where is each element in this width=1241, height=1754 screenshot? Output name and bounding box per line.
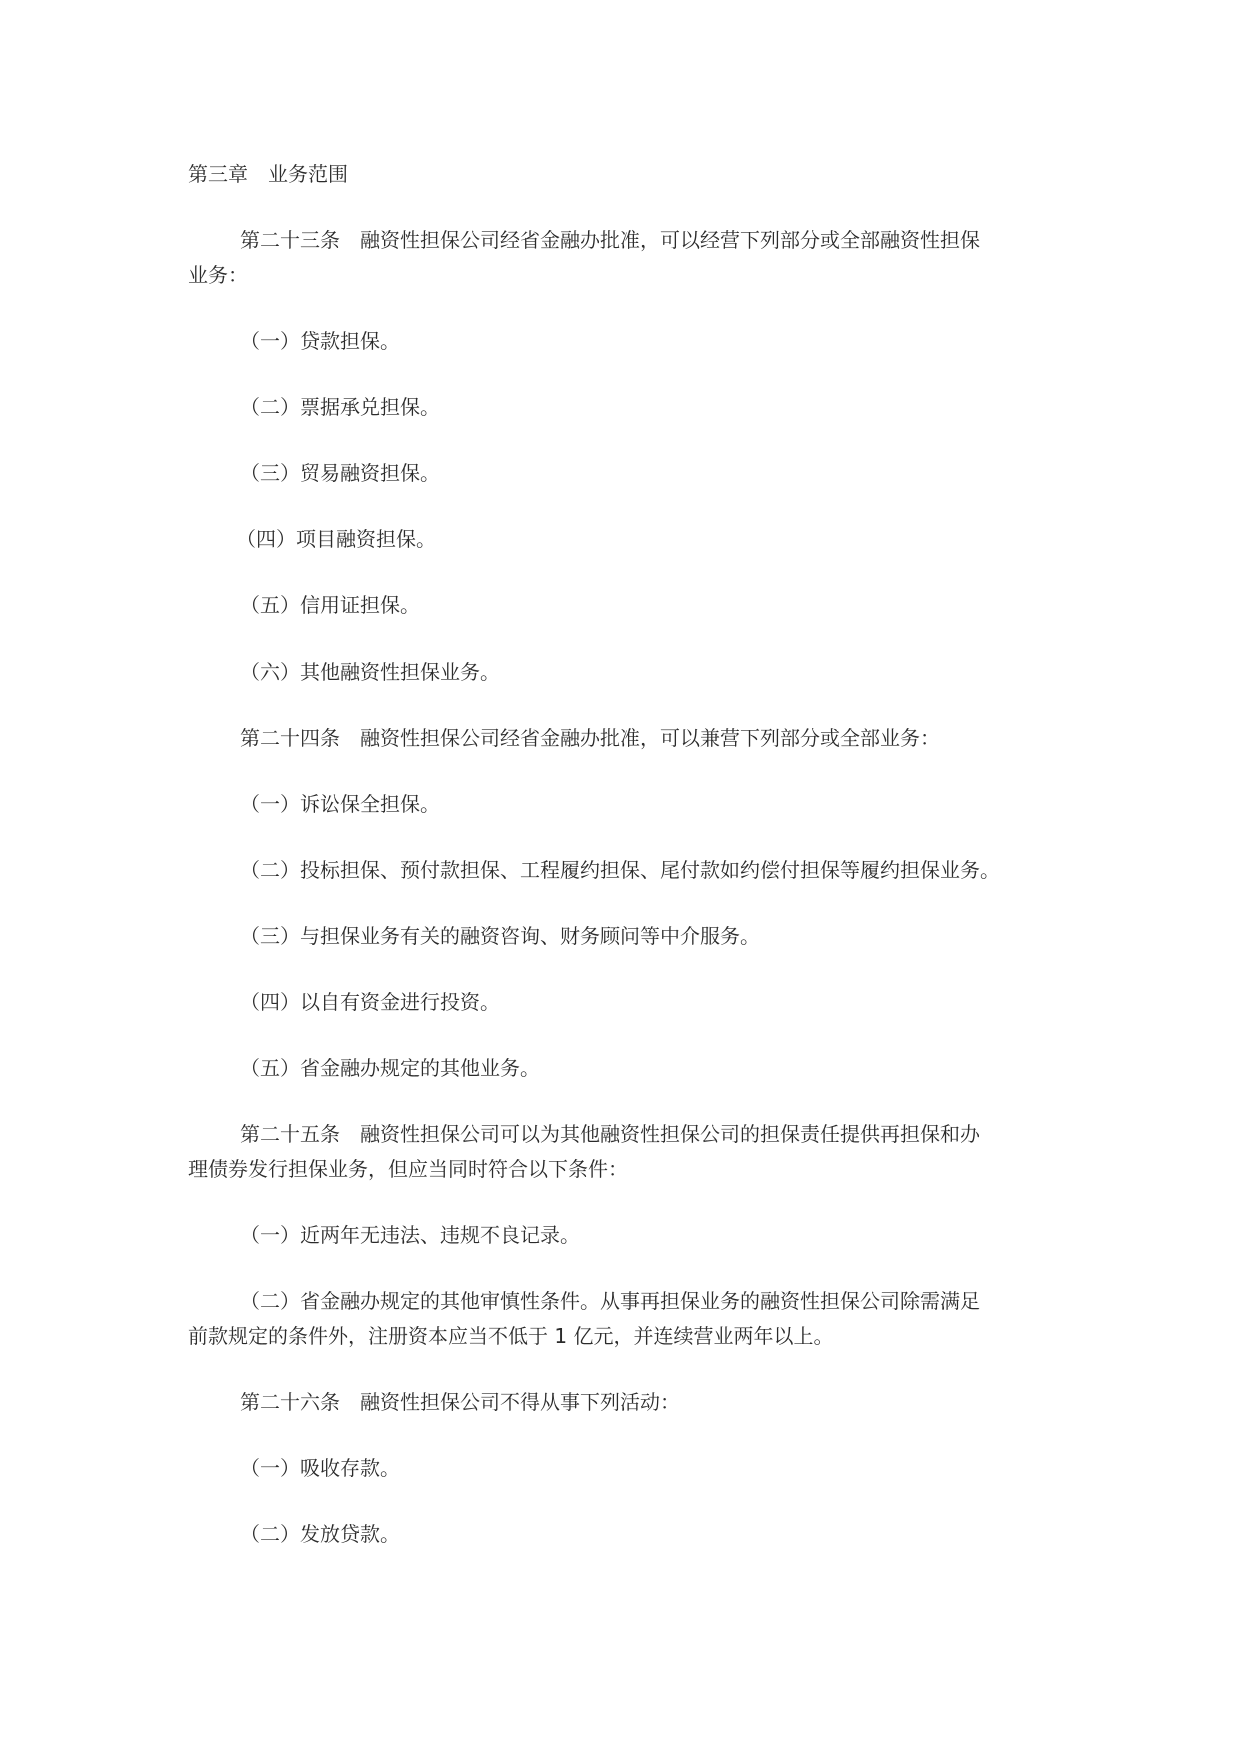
article-26-item-1: （一）吸收存款。 [240, 1456, 400, 1480]
article-25-item-2-line-2: 前款规定的条件外，注册资本应当不低于 1 亿元，并连续营业两年以上。 [188, 1324, 834, 1348]
article-26-item-2: （二）发放贷款。 [240, 1522, 400, 1546]
article-23-item-4: （四）项目融资担保。 [236, 527, 436, 551]
article-24-item-4: （四）以自有资金进行投资。 [240, 990, 500, 1014]
chapter-heading: 第三章 业务范围 [188, 162, 348, 186]
article-23-item-2: （二）票据承兑担保。 [240, 395, 440, 419]
article-23-line-1: 第二十三条 融资性担保公司经省金融办批准，可以经营下列部分或全部融资性担保 [240, 228, 980, 252]
article-24-item-2: （二）投标担保、预付款担保、工程履约担保、尾付款如约偿付担保等履约担保业务。 [240, 858, 1000, 882]
article-25-line-2: 理债券发行担保业务，但应当同时符合以下条件： [188, 1157, 628, 1181]
article-25-item-2-line-1: （二）省金融办规定的其他审慎性条件。从事再担保业务的融资性担保公司除需满足 [240, 1289, 980, 1313]
article-23-item-5: （五）信用证担保。 [240, 593, 420, 617]
article-23-item-1: （一）贷款担保。 [240, 329, 400, 353]
article-26-line-1: 第二十六条 融资性担保公司不得从事下列活动： [240, 1390, 680, 1414]
article-24-item-5: （五）省金融办规定的其他业务。 [240, 1056, 540, 1080]
article-25-line-1: 第二十五条 融资性担保公司可以为其他融资性担保公司的担保责任提供再担保和办 [240, 1122, 980, 1146]
article-24-item-1: （一）诉讼保全担保。 [240, 792, 440, 816]
article-23-line-2: 业务： [188, 263, 248, 287]
article-24-item-3: （三）与担保业务有关的融资咨询、财务顾问等中介服务。 [240, 924, 760, 948]
article-23-item-3: （三）贸易融资担保。 [240, 461, 440, 485]
article-25-item-1: （一）近两年无违法、违规不良记录。 [240, 1223, 580, 1247]
article-23-item-6: （六）其他融资性担保业务。 [240, 660, 500, 684]
article-24-line-1: 第二十四条 融资性担保公司经省金融办批准，可以兼营下列部分或全部业务： [240, 726, 940, 750]
